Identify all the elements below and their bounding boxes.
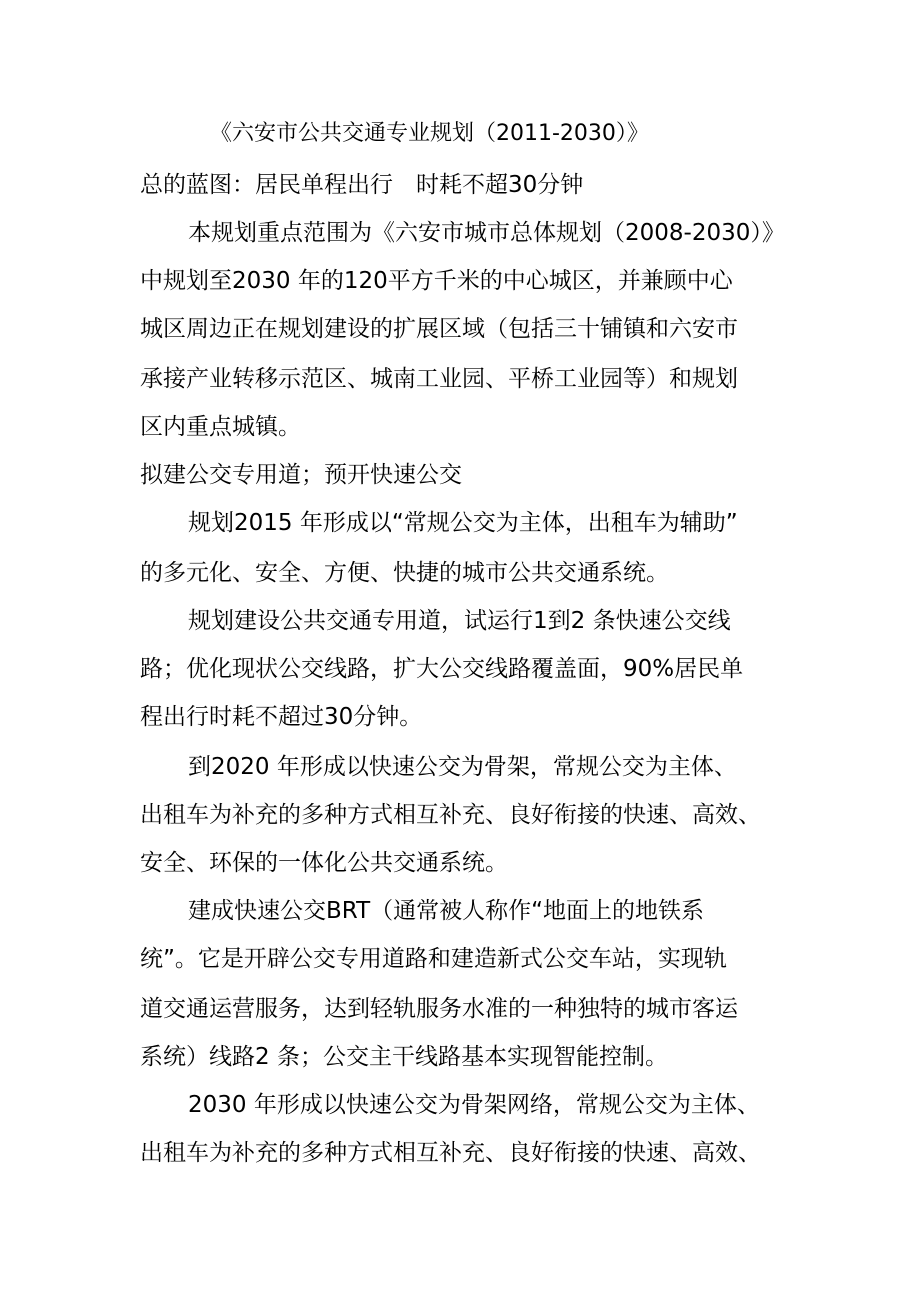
paragraph-line: 到2020 年形成以快速公交为骨架，常规公交为主体、 [188, 754, 737, 780]
paragraph-line: 路；优化现状公交线路，扩大公交线路覆盖面，90%居民单 [140, 656, 744, 682]
paragraph-line: 规划建设公共交通专用道，试运行1到2 条快速公交线 [188, 608, 731, 634]
paragraph-line: 系统）线路2 条；公交主干线路基本实现智能控制。 [140, 1044, 668, 1070]
paragraph-line: 城区周边正在规划建设的扩展区域（包括三十铺镇和六安市 [140, 316, 738, 342]
proposal-line: 拟建公交专用道；预开快速公交 [140, 462, 462, 488]
paragraph-line: 道交通运营服务，达到轻轨服务水准的一种独特的城市客运 [140, 996, 738, 1022]
paragraph-line: 规划2015 年形成以“常规公交为主体，出租车为辅助” [188, 510, 738, 536]
paragraph-line: 出租车为补充的多种方式相互补充、良好衔接的快速、高效、 [140, 1140, 761, 1166]
paragraph-line: 2030 年形成以快速公交为骨架网络，常规公交为主体、 [188, 1092, 760, 1118]
paragraph-line: 安全、环保的一体化公共交通系统。 [140, 850, 508, 876]
document-title: 《六安市公共交通专业规划（2011-2030）》 [210, 121, 649, 146]
paragraph-line: 中规划至2030 年的120平方千米的中心城区，并兼顾中心 [140, 268, 733, 294]
paragraph-line: 统”。它是开辟公交专用道路和建造新式公交车站，实现轨 [140, 946, 727, 972]
paragraph-line: 出租车为补充的多种方式相互补充、良好衔接的快速、高效、 [140, 802, 761, 828]
paragraph-line: 区内重点城镇。 [140, 414, 301, 440]
paragraph-line: 本规划重点范围为《六安市城市总体规划（2008-2030）》 [188, 220, 785, 246]
paragraph-line: 建成快速公交BRT（通常被人称作“地面上的地铁系 [188, 898, 705, 924]
blueprint-line: 总的蓝图：居民单程出行 时耗不超30分钟 [140, 172, 584, 198]
paragraph-line: 程出行时耗不超过30分钟。 [140, 704, 423, 730]
paragraph-line: 承接产业转移示范区、城南工业园、平桥工业园等）和规划 [140, 366, 738, 392]
paragraph-line: 的多元化、安全、方便、快捷的城市公共交通系统。 [140, 560, 669, 586]
